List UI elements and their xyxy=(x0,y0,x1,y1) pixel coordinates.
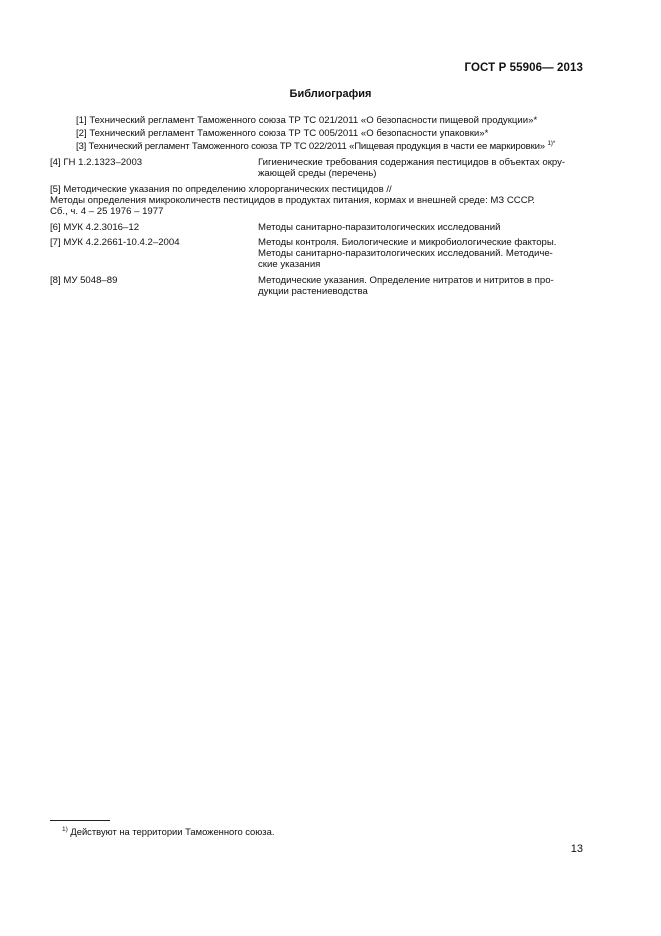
bibliography-item-4-ref: [4] ГН 1.2.1323–2003 xyxy=(50,157,143,168)
footnote-reference: 1)* xyxy=(547,140,556,147)
bibliography-item-6-ref: [6] МУК 4.2.3016–12 xyxy=(50,222,140,233)
footnote: $^{1)}$ Действуют на территории Таможенного союза. xyxy=(62,826,275,837)
bibliography-item-3: [3] Технический регламент Таможенного союза ТР ТС 022/2011 «Пищевая продукция в части ее маркировки» $^{1)*}$ xyxy=(76,140,556,152)
bibliography-item-6-desc: Методы санитарно-паразитологических исследований xyxy=(258,222,501,233)
bibliography-title: Библиография xyxy=(289,88,372,100)
bibliography-item-7-desc: Методы контроля. Биологические и микробиологические факторы. Методы санитарно-паразитологических исследований. Методиче- ские указания xyxy=(258,237,557,270)
bibliography-item-4-desc: Гигиенические требования содержания пестицидов в объектах окру- жающей среды (перечень) xyxy=(258,157,566,179)
page-number: 13 xyxy=(570,843,583,855)
bibliography-item-2: [2] Технический регламент Таможенного союза ТР ТС 005/2011 «О безопасности упаковки»* xyxy=(76,128,489,139)
bibliography-item-7-ref: [7] МУК 4.2.2661-10.4.2–2004 xyxy=(50,237,180,248)
bibliography-item-1: [1] Технический регламент Таможенного союза ТР ТС 021/2011 «О безопасности пищевой продукции»* xyxy=(76,115,538,126)
bibliography-item-8-ref: [8] МУ 5048–89 xyxy=(50,275,118,286)
footnote-mark: 1) xyxy=(62,826,68,833)
document-code-header: ГОСТ Р 55906— 2013 xyxy=(464,62,583,74)
bibliography-item-8-desc: Методические указания. Определение нитратов и нитритов в про- дукции растениеводства xyxy=(258,275,554,297)
footnote-separator xyxy=(50,820,110,821)
bibliography-item-5: [5] Методические указания по определению хлорорганических пестицидов // Методы определения микроколичеств пестицидов в продуктах питания, кормах и внешней среде: МЗ СССР. Сб., ч. 4 – 25 1976 – 1977 xyxy=(50,184,535,217)
